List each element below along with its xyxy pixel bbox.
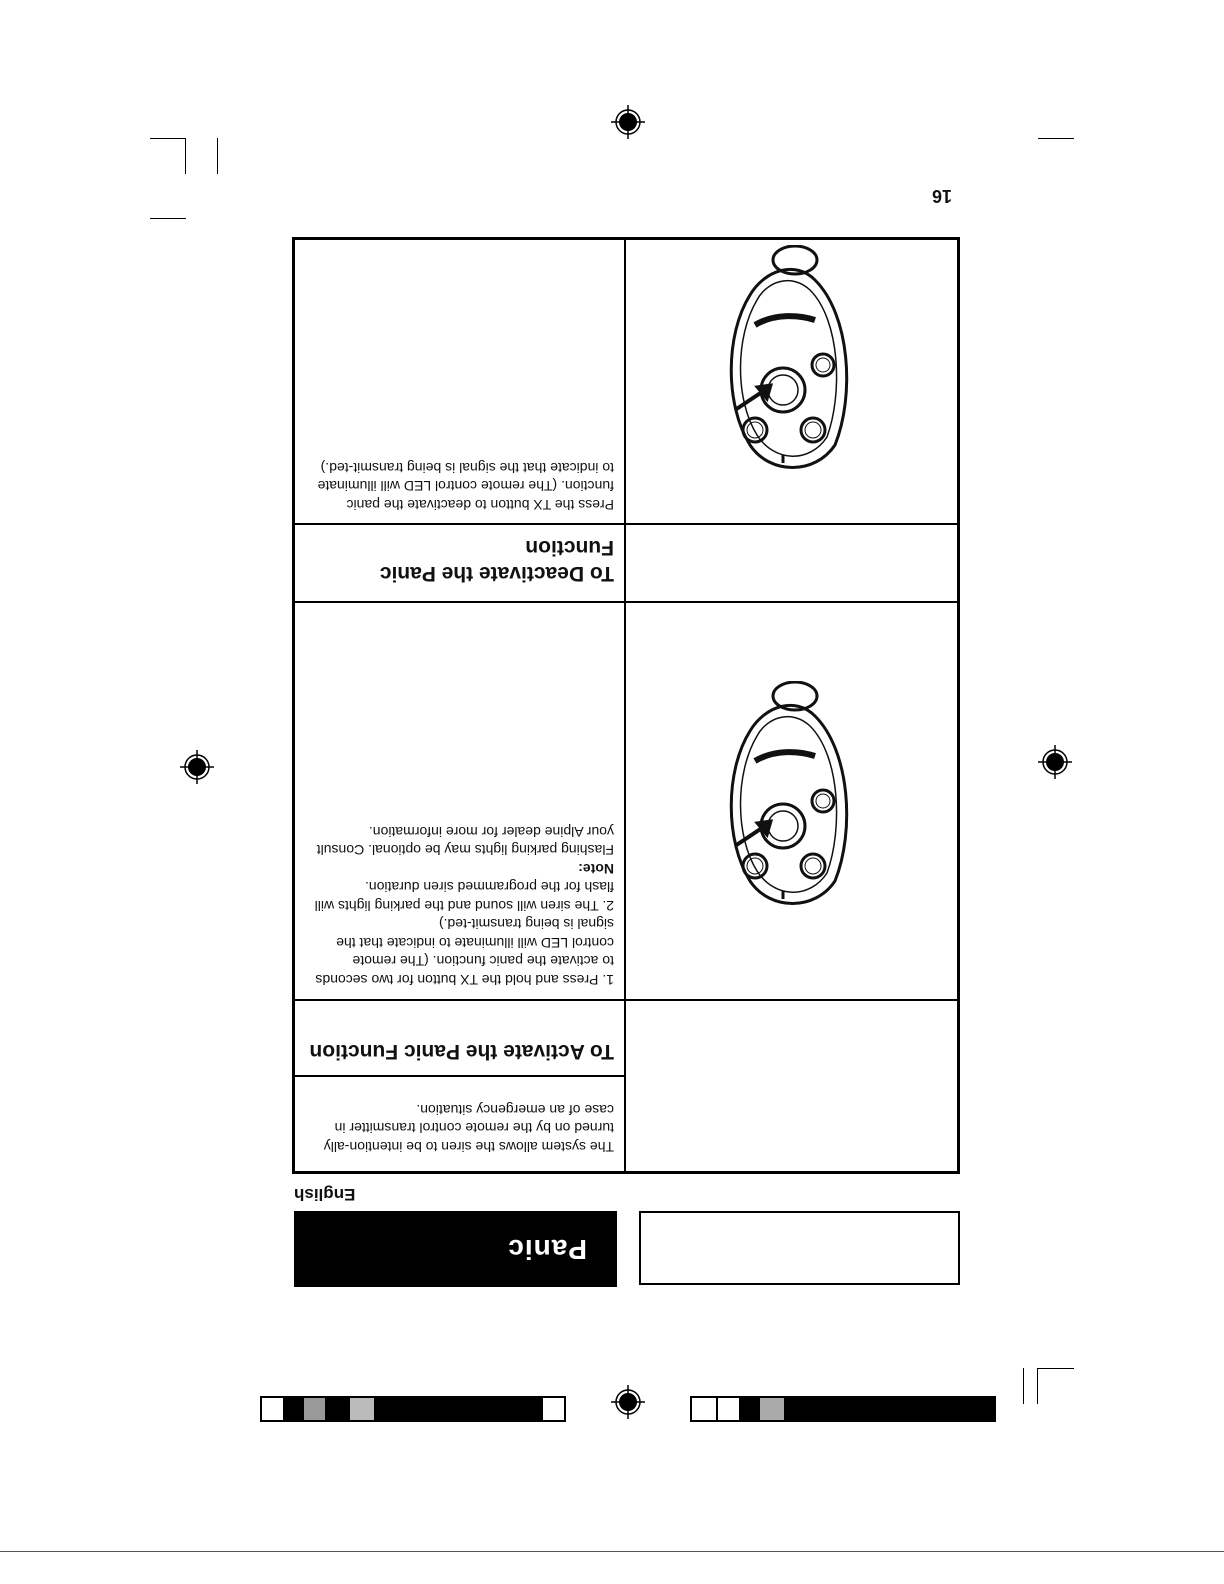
activate-heading: To Activate the Panic Function — [309, 1040, 614, 1063]
crop-mark — [150, 138, 186, 139]
remote-control-illustration — [695, 245, 875, 485]
activate-body — [314, 823, 614, 990]
registration-mark-icon — [1038, 745, 1072, 779]
table-row-divider — [295, 523, 957, 525]
deactivate-text: Press the TX button to deactivate the panic function. (The remote control LED will illuminate to indicate that the signal is being transmit-ted.) — [317, 460, 614, 513]
crop-mark — [1038, 1368, 1074, 1369]
instruction-table — [292, 237, 960, 1174]
deactivate-heading: To Deactivate the Panic Function — [379, 536, 614, 585]
page-number: 16 — [931, 186, 952, 206]
activate-step-1: 1. Press and hold the TX button for two seconds to activate the panic function. (The remote control LED will illuminate to indicate that the signal is being transmit-ted.) — [315, 916, 614, 988]
section-title-box — [294, 1211, 617, 1287]
language-label: English — [294, 1185, 356, 1204]
table-row-divider — [295, 1075, 624, 1077]
remote-control-illustration — [695, 681, 875, 921]
registration-mark-icon — [180, 750, 214, 784]
scan-edge-line — [0, 1551, 1224, 1552]
table-row-divider — [295, 999, 957, 1001]
activate-note — [314, 823, 614, 879]
crop-mark — [1023, 1368, 1024, 1404]
table-column-divider — [624, 240, 626, 1171]
crop-mark — [1038, 138, 1074, 139]
blank-header-box — [639, 1211, 960, 1285]
note-label: Note: — [578, 861, 614, 877]
section-title: Panic — [507, 1234, 587, 1265]
intro-text: The system allows the siren to be intention-ally turned on by the remote control transmitter in case of an emergency situation. — [323, 1102, 614, 1155]
crop-mark — [1037, 1368, 1038, 1404]
registration-mark-icon — [611, 1385, 645, 1419]
activate-step-2: 2. The siren will sound and the parking lights will flash for the programmed siren duration. — [314, 879, 614, 914]
crop-mark — [150, 218, 186, 219]
crop-mark — [185, 138, 186, 174]
crop-mark — [217, 138, 218, 174]
note-text: Flashing parking lights may be optional. Consult your Alpine dealer for more information. — [316, 824, 614, 859]
table-row-divider — [295, 601, 957, 603]
registration-mark-icon — [611, 105, 645, 139]
calibration-bar — [690, 1396, 996, 1422]
calibration-bar — [260, 1396, 566, 1422]
